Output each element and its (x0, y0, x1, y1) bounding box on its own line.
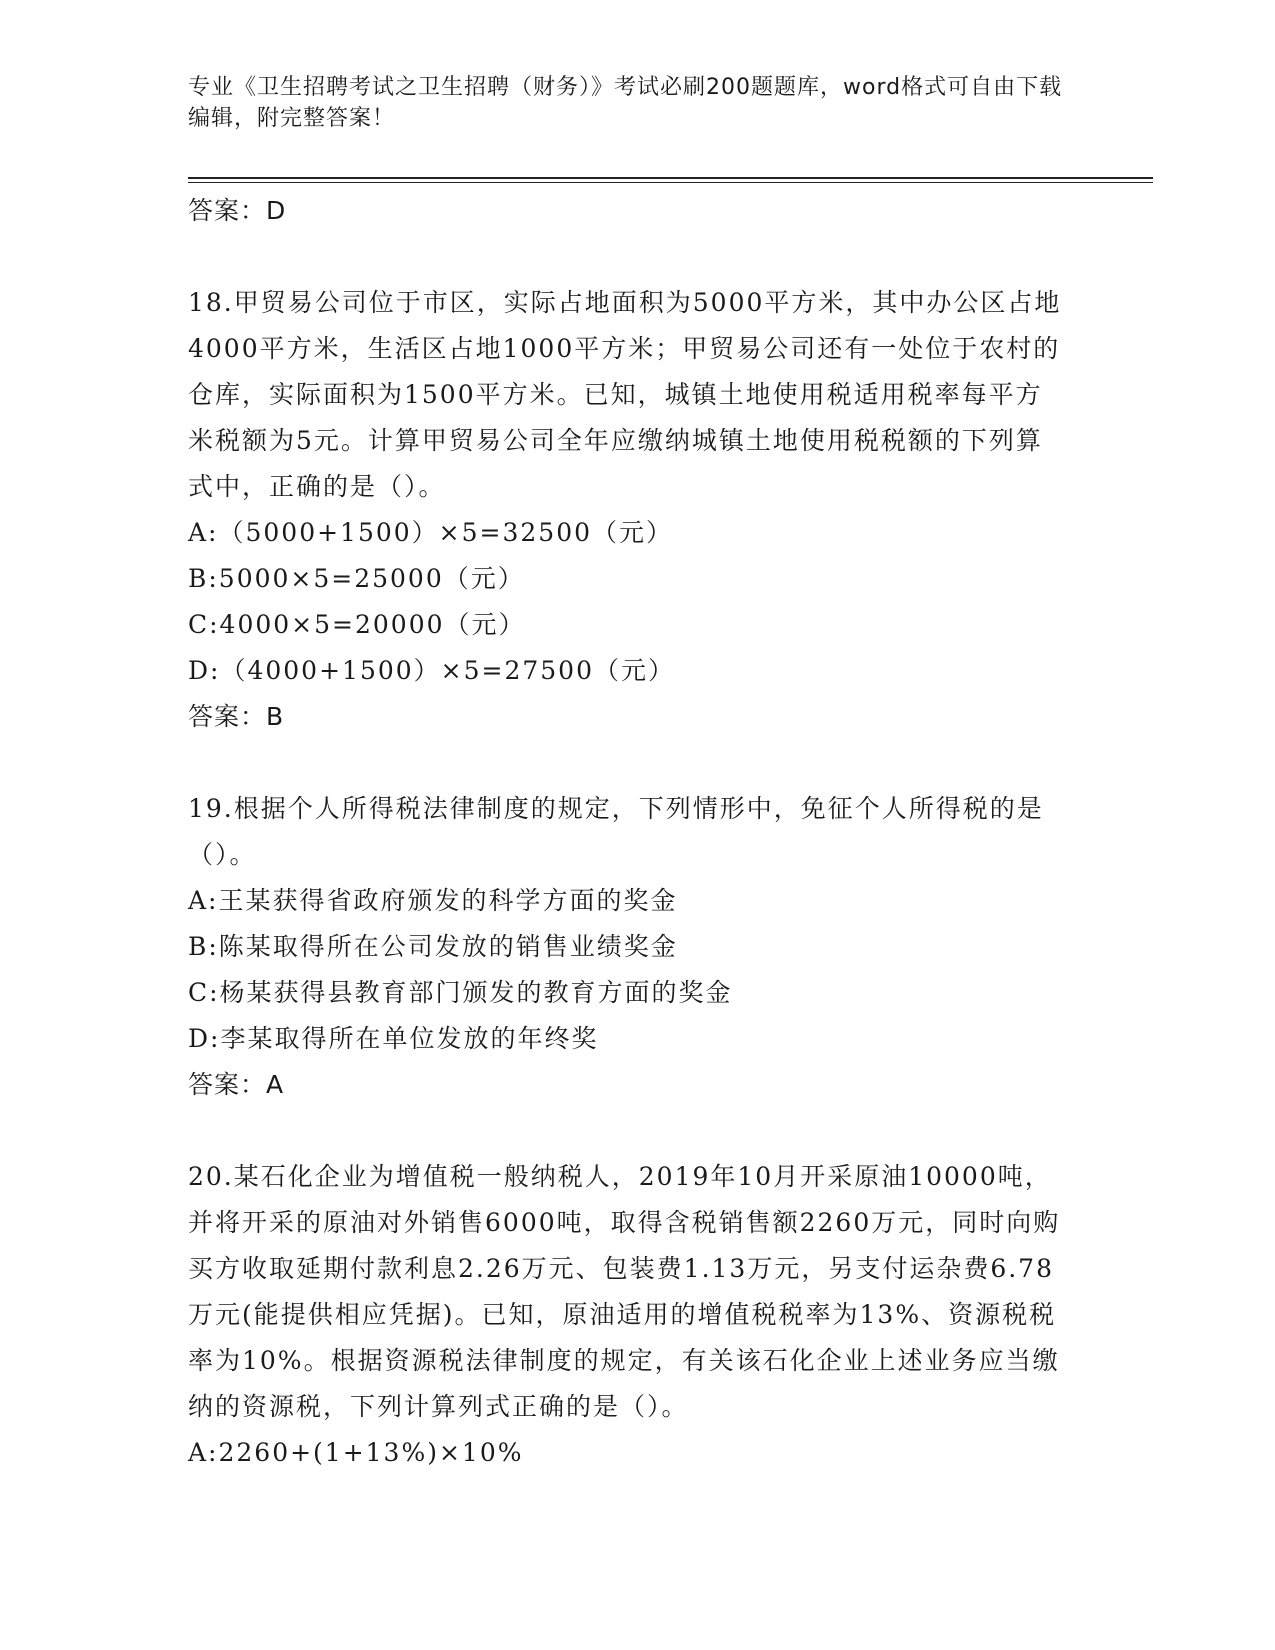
question-18-option-d: D:（4000+1500）×5=27500（元） (188, 656, 675, 685)
question-18-option-a: A:（5000+1500）×5=32500（元） (188, 518, 673, 547)
question-20 (188, 1154, 1068, 1476)
question-18-stem: 18.甲贸易公司位于市区，实际占地面积为5000平方米，其中办公区占地4000平方米，生活区占地1000平方米；甲贸易公司还有一处位于农村的仓库，实际面积为1500平方米。已知，城镇土地使用税适用税率每平方米税额为5元。计算甲贸易公司全年应缴纳城镇土地使用税税额的下列算式中，正确的是（）。 (188, 288, 1062, 501)
question-19-option-a: A:王某获得省政府颁发的科学方面的奖金 (188, 886, 678, 915)
question-19-stem: 19.根据个人所得税法律制度的规定，下列情形中，免征个人所得税的是（）。 (188, 794, 1044, 869)
question-20-stem: 20.某石化企业为增值税一般纳税人，2019年10月开采原油10000吨，并将开采的原油对外销售6000吨，取得含税销售额2260万元，同时向购买方收取延期付款利息2.26万元、包装费1.13万元，另支付运杂费6.78万元(能提供相应凭据)。已知，原油适用的增值税税率为13%、资源税税率为10%。根据资源税法律制度的规定，有关该石化企业上述业务应当缴纳的资源税，下列计算列式正确的是（）。 (188, 1162, 1061, 1421)
question-18 (188, 280, 1068, 740)
question-19-option-b: B:陈某取得所在公司发放的销售业绩奖金 (188, 932, 678, 961)
header-rule-thin (188, 182, 1153, 183)
question-18-option-b: B:5000×5=25000（元） (188, 564, 525, 593)
question-18-answer: 答案：B (188, 702, 285, 731)
question-20-option-a: A:2260+(1+13%)×10% (188, 1438, 524, 1467)
document-header: 专业《卫生招聘考试之卫生招聘（财务）》考试必刷200题题库，word格式可自由下载编辑，附完整答案！ (188, 75, 1063, 131)
question-19 (188, 786, 1068, 1108)
question-19-option-d: D:李某取得所在单位发放的年终奖 (188, 1024, 599, 1053)
question-19-answer: 答案：A (188, 1070, 285, 1099)
header-rule-thick (188, 177, 1153, 179)
question-19-option-c: C:杨某获得县教育部门颁发的教育方面的奖金 (188, 978, 733, 1007)
previous-answer: 答案：D (188, 196, 287, 225)
question-18-option-c: C:4000×5=20000（元） (188, 610, 526, 639)
question-content (188, 188, 1068, 1476)
